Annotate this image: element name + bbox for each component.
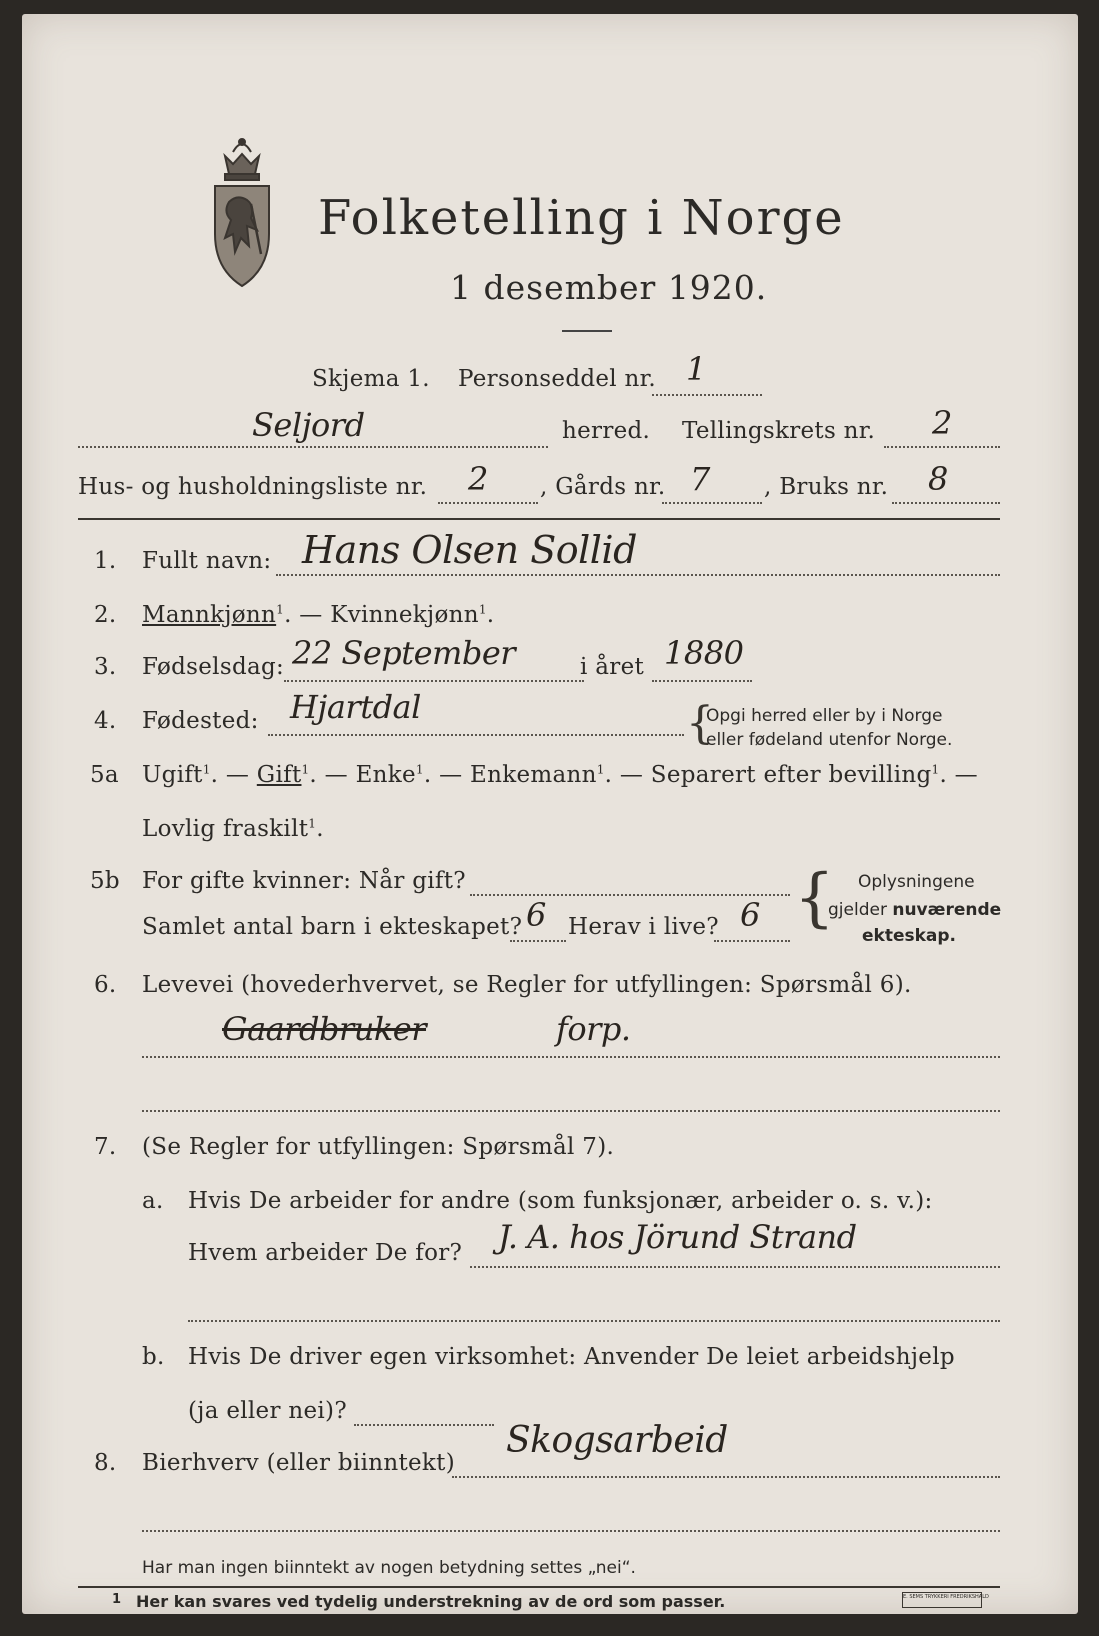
q6-number: 6. — [94, 972, 117, 998]
norwegian-coat-of-arms-icon — [207, 134, 277, 294]
q5a-separert-option[interactable]: Separert efter bevilling — [650, 762, 932, 788]
q4-brace: { — [686, 698, 714, 749]
hus-label: Hus- og husholdningsliste nr. — [78, 474, 428, 500]
q2-separator: . — — [284, 602, 331, 628]
q4-number: 4. — [94, 708, 117, 734]
q4-note-line2: eller fødeland utenfor Norge. — [706, 730, 953, 750]
q2-male-sup: 1 — [276, 602, 285, 617]
q3-label: Fødselsdag: — [142, 654, 285, 680]
q5a-options: Ugift$^1$. — Gift$^1$. — Enke$^1$. — Enkemann$^1$. — Separert efter bevilling$^1$. — — [142, 762, 978, 788]
q8-line1 — [452, 1476, 1000, 1478]
bruks-line — [892, 502, 1000, 504]
q3-birthday-value[interactable]: 22 September — [292, 634, 516, 672]
gards-value[interactable]: 7 — [690, 460, 710, 498]
gards-label: , Gårds nr. — [540, 474, 666, 500]
q5b-note3: ekteskap. — [862, 926, 957, 946]
q7b-letter: b. — [142, 1344, 165, 1370]
footnote-number: 1 — [112, 1592, 122, 1607]
q2-male-option[interactable]: Mannkjønn — [142, 602, 277, 628]
q3-year-value[interactable]: 1880 — [664, 634, 744, 672]
q2-end: . — [486, 602, 495, 628]
tellingskrets-value[interactable]: 2 — [932, 404, 952, 442]
q7a-line1 — [470, 1266, 1000, 1268]
personseddel-line — [652, 394, 762, 396]
q7a-letter: a. — [142, 1188, 164, 1214]
tellingskrets-label: Tellingskrets nr. — [682, 418, 876, 444]
q5b-label1: For gifte kvinner: Når gift? — [142, 868, 466, 894]
q6-line1 — [142, 1056, 1000, 1058]
q6-label: Levevei (hovederhvervet, se Regler for utfyllingen: Spørsmål 6). — [142, 972, 912, 998]
q2-female-sup: 1 — [478, 602, 487, 617]
form-title: Folketelling i Norge — [318, 190, 845, 246]
q7b-line — [354, 1424, 494, 1426]
q3-number: 3. — [94, 654, 117, 680]
gards-line — [662, 502, 762, 504]
q7a-line2 — [188, 1320, 1000, 1322]
form-date: 1 desember 1920. — [450, 268, 768, 307]
q4-label: Fødested: — [142, 708, 259, 734]
q4-birthplace-value[interactable]: Hjartdal — [290, 688, 421, 726]
q7-label: (Se Regler for utfyllingen: Spørsmål 7). — [142, 1134, 615, 1160]
q5b-note2a: gjelder — [828, 900, 887, 920]
q7b-label1: Hvis De driver egen virksomhet: Anvender De leiet arbeidshjelp — [188, 1344, 955, 1370]
printer-stamp-icon — [902, 1592, 989, 1608]
q5b-note2b: nuværende — [892, 900, 1002, 920]
q5b-brace-left: { — [794, 861, 835, 935]
herred-label: herred. — [562, 418, 651, 444]
q1-label: Fullt navn: — [142, 548, 272, 574]
q8-label: Bierhverv (eller biinntekt) — [142, 1450, 455, 1476]
q2-options — [142, 602, 494, 628]
q5a-ugift-option[interactable]: Ugift — [142, 762, 203, 788]
footnote-divider — [78, 1586, 1000, 1588]
q4-line — [268, 734, 684, 736]
personseddel-value[interactable]: 1 — [686, 350, 706, 388]
q1-line — [276, 574, 1000, 576]
q5a-enke-option[interactable]: Enke — [355, 762, 416, 788]
q3-aret-label: i året — [580, 654, 645, 680]
q7b-label2: (ja eller nei)? — [188, 1398, 347, 1424]
q1-full-name-value[interactable]: Hans Olsen Sollid — [302, 528, 637, 572]
herred-line — [78, 446, 548, 448]
note-text: Har man ingen biinntekt av nogen betydning settes „nei“. — [142, 1558, 636, 1578]
skjema-label: Skjema 1. — [312, 366, 430, 392]
q8-side-income-value[interactable]: Skogsarbeid — [506, 1420, 728, 1461]
q5a-enkemann-option[interactable]: Enkemann — [470, 762, 597, 788]
q6-occupation-struck-value[interactable]: Gaardbruker — [222, 1010, 427, 1048]
personseddel-label: Personseddel nr. — [458, 366, 657, 392]
q5a-number: 5a — [90, 762, 119, 788]
q6-occupation-value[interactable]: forp. — [556, 1010, 631, 1048]
bruks-label: , Bruks nr. — [764, 474, 889, 500]
q5b-note1: Oplysningene — [858, 872, 975, 892]
q5b-children-line — [510, 940, 566, 942]
q7a-label2: Hvem arbeider De for? — [188, 1240, 463, 1266]
q7-number: 7. — [94, 1134, 117, 1160]
q7a-employer-value[interactable]: J. A. hos Jörund Strand — [498, 1218, 857, 1256]
q5b-alive-value[interactable]: 6 — [740, 896, 760, 934]
q6-line2 — [142, 1110, 1000, 1112]
printer-stamp-text: E. SEMS TRYKKERI FREDRIKSHALD — [903, 1594, 989, 1600]
q1-number: 1. — [94, 548, 117, 574]
q2-female-option[interactable]: Kvinnekjønn — [330, 602, 479, 628]
title-divider — [562, 330, 612, 332]
q5b-note2 — [828, 900, 1001, 920]
q4-note-line1: Opgi herred eller by i Norge — [706, 706, 943, 726]
herred-value[interactable]: Seljord — [252, 406, 365, 444]
q5b-label3: Herav i live? — [568, 914, 719, 940]
q5b-children-value[interactable]: 6 — [526, 896, 546, 934]
hus-line — [438, 502, 538, 504]
q5b-label2: Samlet antal barn i ekteskapet? — [142, 914, 523, 940]
q7a-label1: Hvis De arbeider for andre (som funksjonær, arbeider o. s. v.): — [188, 1188, 933, 1214]
q3-line — [284, 680, 584, 682]
q5a-gift-option[interactable]: Gift — [256, 762, 302, 788]
tellingskrets-line — [884, 446, 1000, 448]
bruks-value[interactable]: 8 — [928, 460, 948, 498]
q8-number: 8. — [94, 1450, 117, 1476]
header-divider — [78, 518, 1000, 520]
q5b-alive-line — [714, 940, 790, 942]
q8-line2 — [142, 1530, 1000, 1532]
q5a-fraskilt-row: Lovlig fraskilt$^1$. — [142, 816, 324, 842]
q2-number: 2. — [94, 602, 117, 628]
q3-year-line — [652, 680, 752, 682]
footnote-text: Her kan svares ved tydelig understrekning av de ord som passer. — [136, 1592, 726, 1611]
hus-value[interactable]: 2 — [468, 460, 488, 498]
q5a-fraskilt-option[interactable]: Lovlig fraskilt — [142, 816, 309, 842]
census-form-sheet — [22, 14, 1078, 1614]
q5b-number: 5b — [90, 868, 120, 894]
